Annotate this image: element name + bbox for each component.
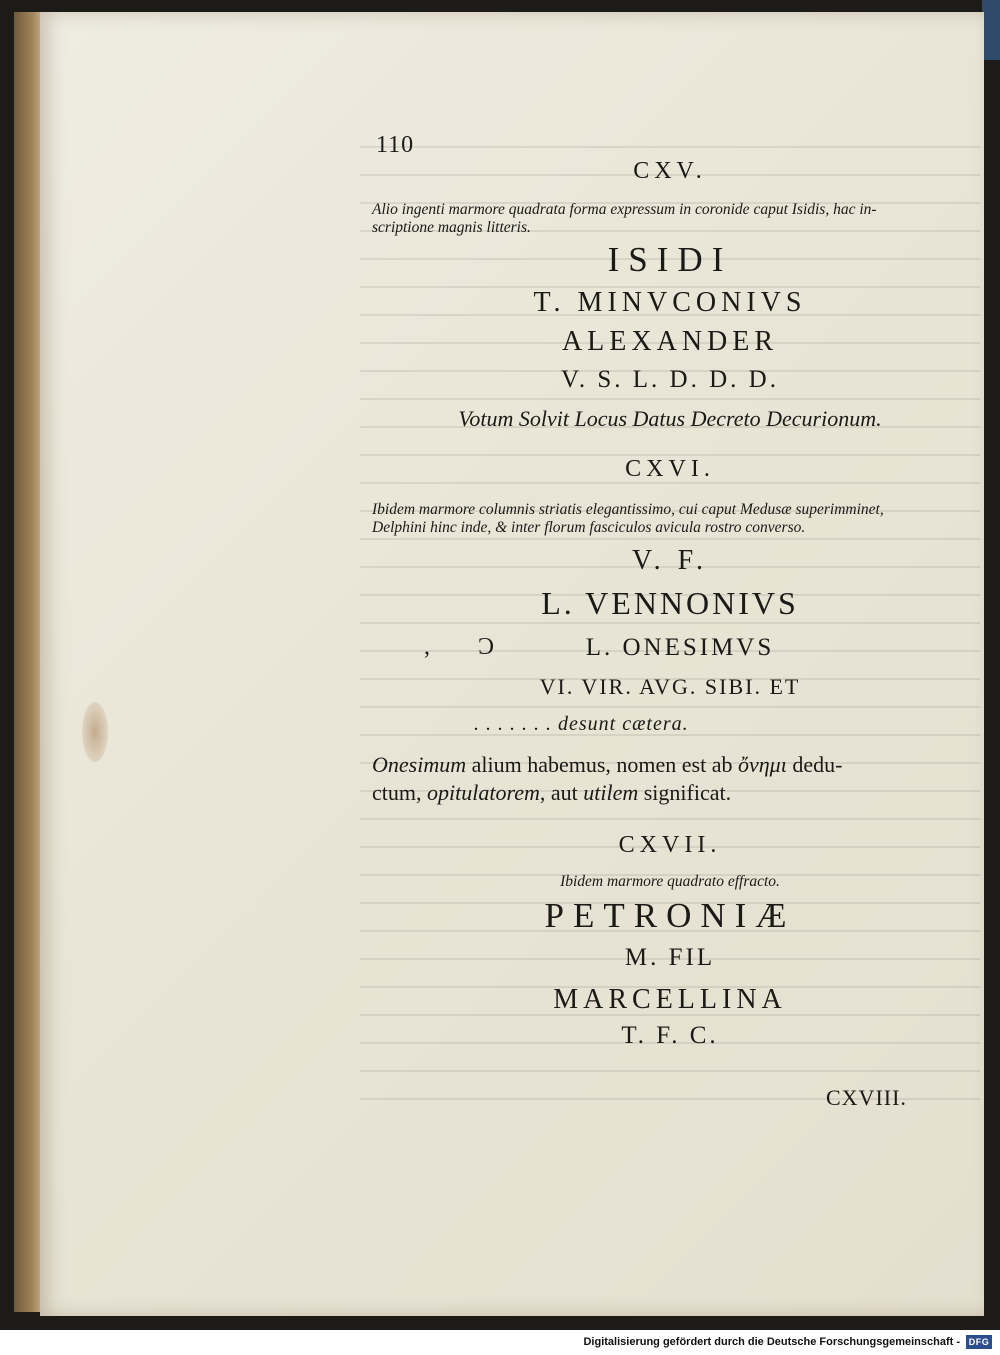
dfg-logo: DFG: [966, 1335, 992, 1349]
inscription-line: V. F.: [632, 545, 708, 576]
inscription-line: MARCELLINA: [553, 984, 787, 1015]
inscription-line: T. MINVCONIVS: [533, 287, 807, 318]
bookmark-tab: [982, 0, 1000, 60]
inscription-line: VI. VIR. AVG. SIBI. ET: [539, 674, 801, 699]
commentary-line: ctum, opitulatorem, aut utilem significat.: [372, 780, 732, 805]
inscription-line: T. F. C.: [621, 1022, 719, 1049]
lacuna-note: . . . . . . . desunt cætera.: [474, 713, 689, 735]
inscription-description-line: Alio ingenti marmore quadrata forma expressum in coronide caput Isidis, hac in-: [372, 201, 877, 218]
inscription-line: ISIDI: [607, 240, 733, 279]
inscription-description-line: scriptione magnis litteris.: [372, 219, 531, 236]
funding-credit: Digitalisierung gefördert durch die Deutsche Forschungsgemeinschaft -: [583, 1336, 960, 1348]
catchword: CXVIII.: [826, 1085, 907, 1110]
inscription-description-line: Ibidem marmore columnis striatis elegantissimo, cui caput Medusæ superimminet,: [372, 501, 884, 518]
inscription-line: M. FIL: [624, 944, 716, 971]
inscription-number: CXVII.: [618, 832, 722, 858]
inscription-line: PETRONIÆ: [544, 896, 796, 935]
inscription-number: CXV.: [633, 158, 707, 184]
centurion-symbol: Ɔ: [478, 634, 495, 660]
footer-bar: [0, 1330, 1000, 1355]
page-number: 110: [376, 132, 415, 158]
paper-stain: [82, 702, 108, 762]
inscription-expansion: Votum Solvit Locus Datus Decreto Decurionum.: [458, 406, 882, 431]
inscription-number: CXVI.: [625, 456, 715, 482]
inscription-description-line: Ibidem marmore quadrato effracto.: [560, 873, 780, 890]
inscription-line: L. ONESIMVS: [585, 634, 775, 661]
inscription-line: L. VENNONIVS: [541, 585, 799, 621]
inscription-description-line: Delphini hinc inde, & inter florum fasciculos avicula rostro converso.: [372, 519, 806, 536]
inscription-line: ALEXANDER: [561, 326, 779, 357]
inscription-marker: ,: [424, 634, 430, 660]
commentary-line: Onesimum alium habemus, nomen est ab ὄνημι dedu-: [372, 752, 843, 777]
inscription-line: V. S. L. D. D. D.: [561, 366, 779, 393]
